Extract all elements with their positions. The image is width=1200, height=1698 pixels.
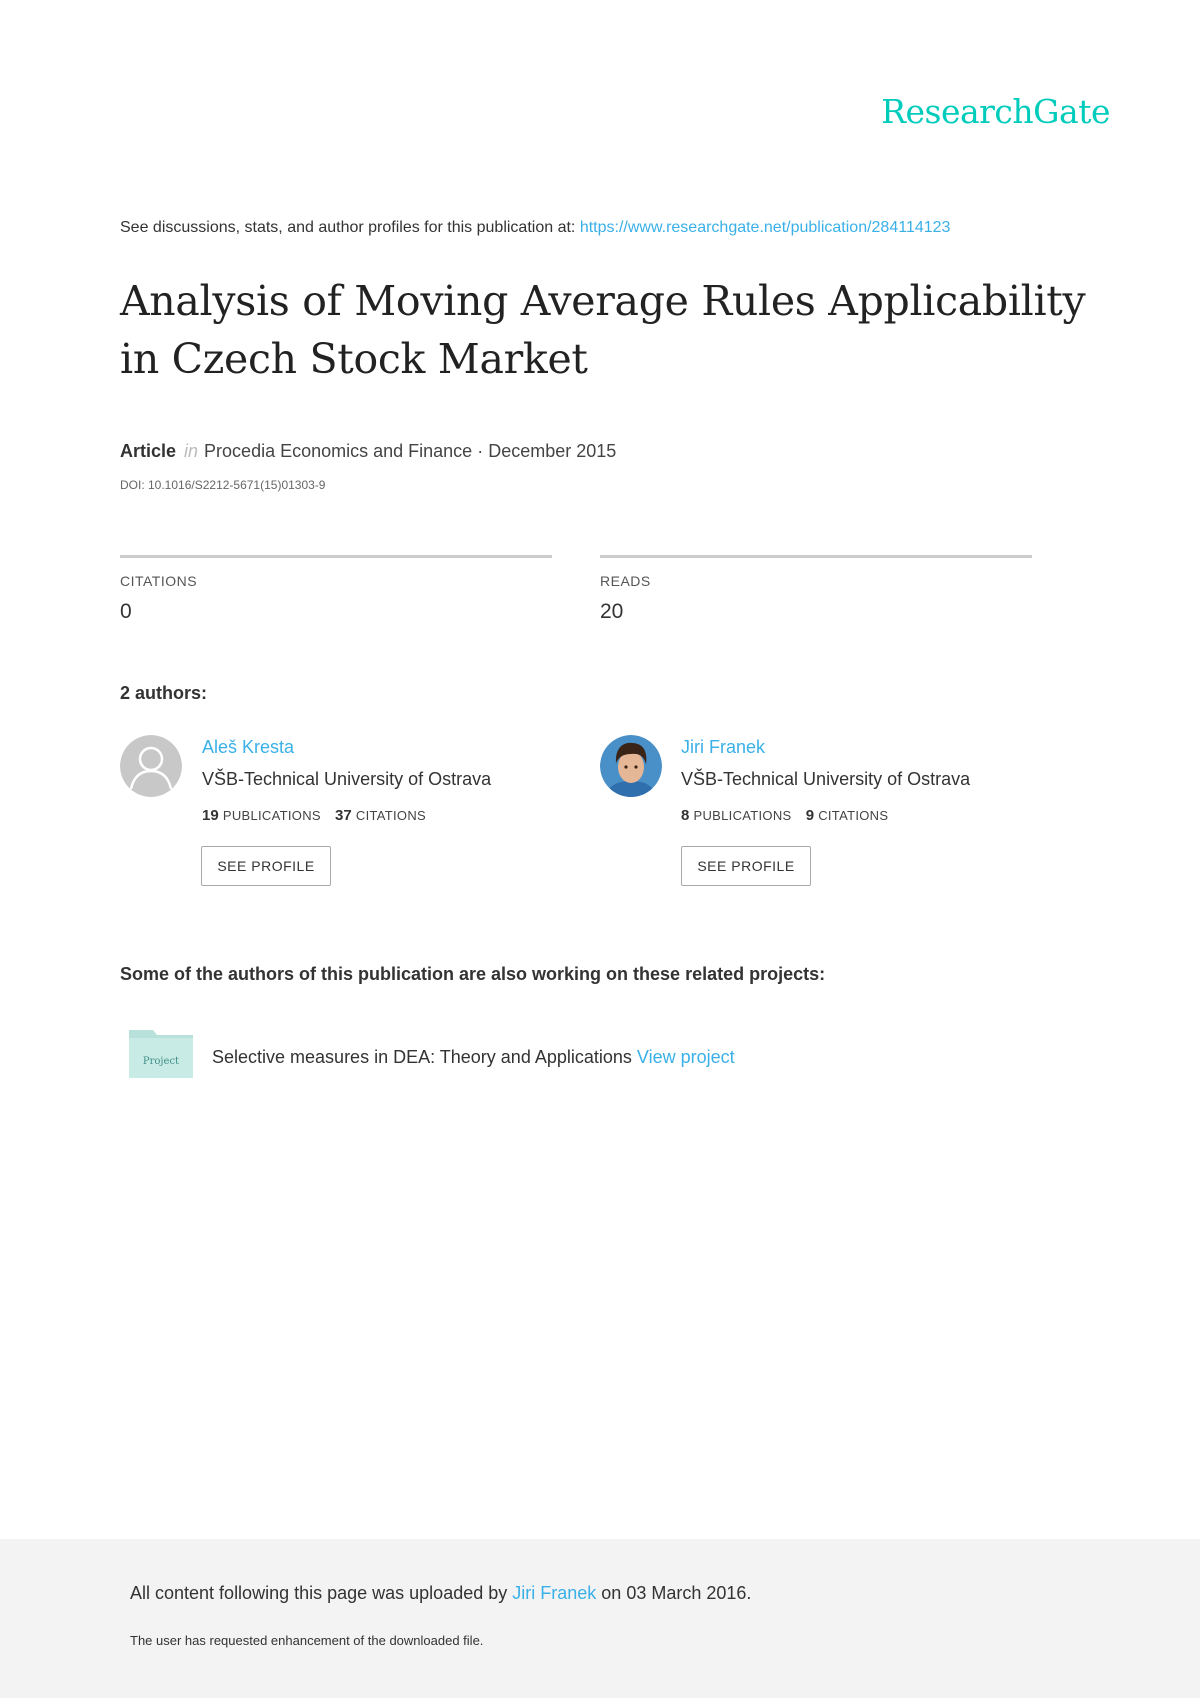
citations-value: 0 [120,600,132,623]
reads-label: READS [600,573,651,589]
enhancement-note: The user has requested enhancement of the downloaded file. [130,1633,484,1648]
uploaded-line [130,1583,751,1604]
publication-url-link[interactable]: https://www.researchgate.net/publication/284114123 [579,219,951,236]
author-stats [681,807,898,824]
see-profile-button[interactable]: SEE PROFILE [201,846,331,886]
project-folder-icon [129,1026,193,1078]
author-institution: VŠB-Technical University of Ostrava [681,769,971,789]
in-word: in [184,441,199,461]
author-citations-count: 37 [335,807,352,824]
author-publications-label: PUBLICATIONS [693,808,792,823]
article-type: Article [120,441,177,461]
author-photo-avatar[interactable] [600,735,662,797]
author-publications-count: 19 [202,807,219,824]
author-name-link[interactable]: Jiri Franek [681,737,766,757]
author-citations-label: CITATIONS [818,808,889,823]
reads-divider [600,555,1032,558]
title-line-1: Analysis of Moving Average Rules Applicability [120,277,1086,325]
author-name-link[interactable]: Aleš Kresta [202,737,295,757]
author-publications-count: 8 [681,807,690,824]
projects-heading: Some of the authors of this publication are also working on these related projects: [120,964,826,984]
project-icon-label: Project [142,1056,180,1067]
citations-divider [120,555,552,558]
uploaded-suffix: on 03 March 2016. [601,1583,752,1603]
intro-line [120,219,950,237]
project-title: Selective measures in DEA: Theory and Applications [212,1047,632,1067]
footer [0,1539,1200,1698]
citations-label: CITATIONS [120,573,198,589]
author-institution: VŠB-Technical University of Ostrava [202,769,492,789]
reads-value: 20 [600,600,624,623]
researchgate-logo[interactable]: ResearchGate [881,92,1110,131]
article-meta [120,441,616,462]
authors-heading: 2 authors: [120,683,208,703]
venue-date: Procedia Economics and Finance · December 2015 [204,441,617,461]
avatar-placeholder-icon[interactable] [120,735,182,797]
title-line-2: in Czech Stock Market [120,335,588,383]
author-publications-label: PUBLICATIONS [222,808,321,823]
project-item [212,1047,735,1068]
page-title [120,272,1100,388]
uploaded-prefix: All content following this page was uploaded by [130,1583,508,1603]
author-stats [202,807,436,824]
author-citations-label: CITATIONS [355,808,426,823]
doi: DOI: 10.1016/S2212-5671(15)01303-9 [120,478,326,492]
view-project-link[interactable]: View project [636,1047,735,1067]
uploader-link[interactable]: Jiri Franek [512,1583,597,1603]
see-profile-button[interactable]: SEE PROFILE [681,846,811,886]
author-citations-count: 9 [805,807,815,824]
intro-text: See discussions, stats, and author profiles for this publication at: [120,219,576,236]
